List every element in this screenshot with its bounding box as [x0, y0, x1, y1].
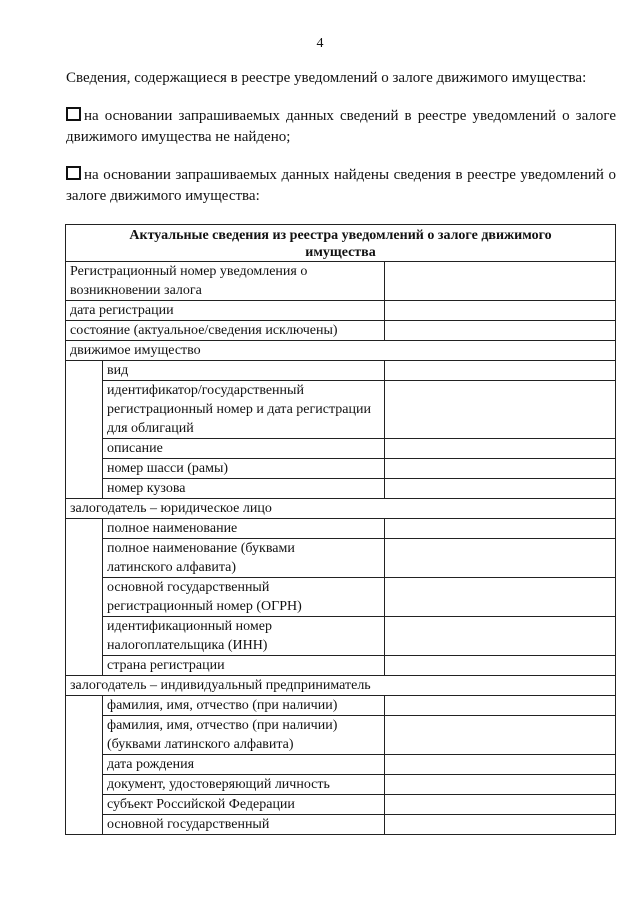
table-row — [66, 755, 616, 775]
indent-cell — [66, 361, 103, 499]
intro-text: Сведения, содержащиеся в реестре уведомлений о залоге движимого имущества: — [66, 70, 587, 86]
row-value-mp-description — [385, 439, 616, 459]
table-row — [66, 578, 616, 617]
row-label-mp-chassis: номер шасси (рамы) — [103, 459, 385, 479]
row-value-ie-fio-latin — [385, 716, 616, 755]
row-label-state: состояние (актуальное/сведения исключены) — [66, 321, 385, 341]
row-label-mp-type: вид — [103, 361, 385, 381]
row-label-mp-identifier: идентификатор/государственный регистрационный номер и дата регистрации для облигаций — [103, 381, 385, 439]
checkbox-not-found[interactable] — [66, 107, 81, 121]
row-label-ie-fio-latin: фамилия, имя, отчество (при наличии) (буквами латинского алфавита) — [103, 716, 385, 755]
indent-cell — [66, 696, 103, 835]
row-value-le-ogrn — [385, 578, 616, 617]
table-row — [66, 795, 616, 815]
table-header-row — [66, 225, 616, 262]
table-section-row — [66, 499, 616, 519]
table-row — [66, 321, 616, 341]
row-value-le-country — [385, 656, 616, 676]
row-label-ie-region: субъект Российской Федерации — [103, 795, 385, 815]
indent-cell — [66, 519, 103, 676]
table-section-row — [66, 341, 616, 361]
row-value-mp-type — [385, 361, 616, 381]
table-row — [66, 775, 616, 795]
table-row — [66, 439, 616, 459]
table-row — [66, 656, 616, 676]
row-label-reg-date: дата регистрации — [66, 301, 385, 321]
table-row — [66, 361, 616, 381]
row-label-le-country: страна регистрации — [103, 656, 385, 676]
row-value-ie-id-document — [385, 775, 616, 795]
registry-table — [65, 224, 616, 835]
row-value-le-inn — [385, 617, 616, 656]
table-row — [66, 617, 616, 656]
row-label-ie-ogrn: основной государственный — [103, 815, 385, 835]
row-label-mp-description: описание — [103, 439, 385, 459]
row-value-mp-body — [385, 479, 616, 499]
row-value-mp-identifier — [385, 381, 616, 439]
table-row — [66, 539, 616, 578]
section-movable-property: движимое имущество — [66, 341, 616, 361]
row-value-ie-ogrn — [385, 815, 616, 835]
table-row — [66, 262, 616, 301]
row-label-ie-fio: фамилия, имя, отчество (при наличии) — [103, 696, 385, 716]
row-value-ie-birth-date — [385, 755, 616, 775]
table-row — [66, 301, 616, 321]
table-row — [66, 459, 616, 479]
table-row — [66, 381, 616, 439]
option-not-found-text: на основании запрашиваемых данных сведений в реестре уведомлений о залоге движимого имущества не найдено; — [66, 108, 616, 145]
table-row — [66, 716, 616, 755]
row-value-le-full-name — [385, 519, 616, 539]
table-row — [66, 519, 616, 539]
row-label-le-full-name: полное наименование — [103, 519, 385, 539]
row-label-le-inn: идентификационный номер налогоплательщика (ИНН) — [103, 617, 385, 656]
page-number: 4 — [316, 36, 324, 51]
table-row — [66, 479, 616, 499]
option-found — [66, 165, 616, 207]
checkbox-found[interactable] — [66, 166, 81, 180]
table-row — [66, 815, 616, 835]
row-label-le-ogrn: основной государственный регистрационный номер (ОГРН) — [103, 578, 385, 617]
row-label-ie-id-document: документ, удостоверяющий личность — [103, 775, 385, 795]
table-row — [66, 696, 616, 716]
row-value-mp-chassis — [385, 459, 616, 479]
row-label-mp-body: номер кузова — [103, 479, 385, 499]
table-header: Актуальные сведения из реестра уведомлений о залоге движимого имущества — [66, 225, 616, 262]
row-label-le-full-name-latin: полное наименование (буквами латинского алфавита) — [103, 539, 385, 578]
section-pledgor-ie: залогодатель – индивидуальный предприниматель — [66, 676, 616, 696]
row-value-ie-fio — [385, 696, 616, 716]
option-not-found — [66, 106, 616, 148]
row-value-ie-region — [385, 795, 616, 815]
row-value-reg-date — [385, 301, 616, 321]
option-found-text: на основании запрашиваемых данных найдены сведения в реестре уведомлений о залоге движимого имущества: — [66, 167, 616, 204]
row-value-reg-number — [385, 262, 616, 301]
row-label-ie-birth-date: дата рождения — [103, 755, 385, 775]
row-value-state — [385, 321, 616, 341]
section-pledgor-legal: залогодатель – юридическое лицо — [66, 499, 616, 519]
row-label-reg-number: Регистрационный номер уведомления о возникновении залога — [66, 262, 385, 301]
row-value-le-full-name-latin — [385, 539, 616, 578]
table-section-row — [66, 676, 616, 696]
